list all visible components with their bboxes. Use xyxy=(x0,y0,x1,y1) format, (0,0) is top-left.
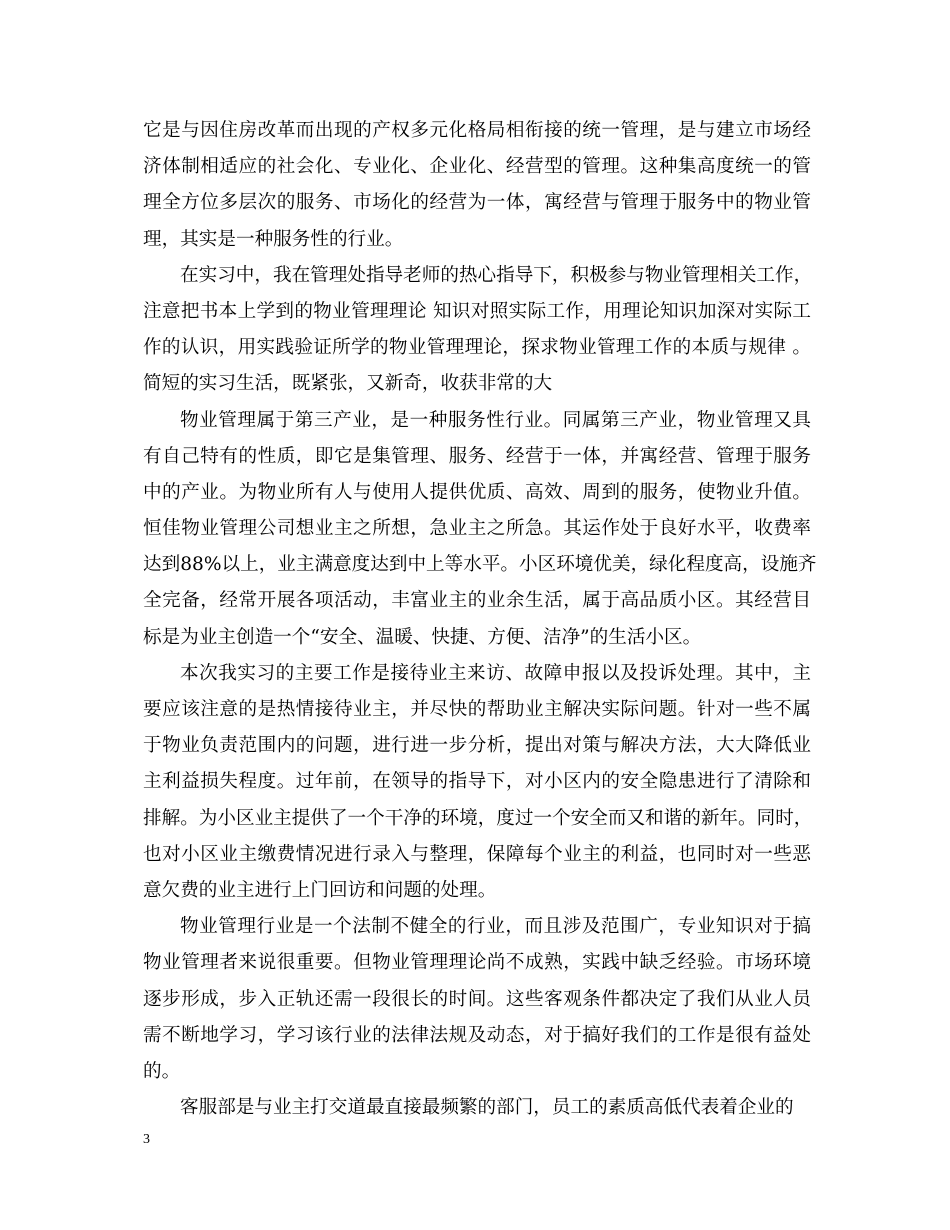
text-line: 恒佳物业管理公司想业主之所想，急业主之所急。其运作处于良好水平，收费率 xyxy=(143,518,811,540)
text-line: 注意把书本上学到的物业管理理论 知识对照实际工作，用理论知识加深对实际工 xyxy=(143,300,811,322)
document-body xyxy=(143,113,817,1126)
text-line: 它是与因住房改革而出现的产权多元化格局相衔接的统一管理，是与建立市场经 xyxy=(143,120,811,141)
text-line: 要应该注意的是热情接待业主，并尽快的帮助业主解决实际问题。针对一些不属 xyxy=(143,699,811,720)
text-line: 客服部是与业主打交道最直接最频繁的部门，员工的素质高低代表着企业的 xyxy=(180,1097,794,1119)
text-line: 作的认识，用实践验证所学的物业管理理论，探求物业管理工作的本质与规律 。 xyxy=(143,337,811,359)
text-line: 简短的实习生活，既紧张，又新奇，收获非常的大 xyxy=(143,373,553,395)
text-line: 达到88%以上，业主满意度达到中上等水平。小区环境优美，绿化程度高，设施齐 xyxy=(143,554,817,576)
text-line: 也对小区业主缴费情况进行录入与整理，保障每个业主的利益，也同时对一些恶 xyxy=(143,843,811,865)
text-line: 有自己特有的性质，即它是集管理、服务、经营于一体，并寓经营、管理于服务 xyxy=(143,445,811,467)
text-line: 理，其实是一种服务性的行业。 xyxy=(143,228,404,250)
text-line: 理全方位多层次的服务、市场化的经营为一体，寓经营与管理于服务中的物业管 xyxy=(143,192,811,214)
paragraph xyxy=(143,113,811,258)
text-line: 全完备，经常开展各项活动，丰富业主的业余生活，属于高品质小区。其经营目 xyxy=(143,590,811,612)
text-line: 中的产业。为物业所有人与使用人提供优质、高效、周到的服务，使物业升值。 xyxy=(143,481,811,503)
text-line: 本次我实习的主要工作是接待业主来访、故障申报以及投诉处理。其中，主 xyxy=(180,662,811,684)
text-line: 物业管理属于第三产业，是一种服务性行业。同属第三产业，物业管理又具 xyxy=(180,409,811,431)
text-line: 意欠费的业主进行上门回访和问题的处理。 xyxy=(143,879,497,901)
page-number: 3 xyxy=(143,1132,150,1147)
paragraph xyxy=(143,909,811,1090)
text-line: 需不断地学习，学习该行业的法律法规及动态，对于搞好我们的工作是很有益处 xyxy=(143,1024,811,1046)
paragraph xyxy=(143,258,811,403)
text-line: 标是为业主创造一个“安全、温暖、快捷、方便、洁净”的生活小区。 xyxy=(143,626,702,648)
paragraph xyxy=(143,1090,811,1126)
text-line: 物业管理者来说很重要。但物业管理理论尚不成熟，实践中缺乏经验。市场环境 xyxy=(143,952,811,974)
paragraph xyxy=(143,403,817,656)
paragraph xyxy=(143,656,811,909)
text-line: 济体制相适应的社会化、专业化、企业化、经营型的管理。这种集高度统一的管 xyxy=(143,156,811,178)
text-line: 于物业负责范围内的问题，进行进一步分析，提出对策与解决方法，大大降低业 xyxy=(143,735,811,757)
text-line: 在实习中，我在管理处指导老师的热心指导下，积极参与物业管理相关工作， xyxy=(180,264,813,286)
text-line: 逐步形成，步入正轨还需一段很长的时间。这些客观条件都决定了我们从业人员 xyxy=(143,988,811,1010)
text-line: 的。 xyxy=(143,1060,181,1082)
text-line: 物业管理行业是一个法制不健全的行业，而且涉及范围广，专业知识对于搞 xyxy=(180,916,811,938)
text-line: 排解。为小区业主提供了一个干净的环境，度过一个安全而又和谐的新年。同时， xyxy=(143,807,813,829)
text-line: 主利益损失程度。过年前，在领导的指导下，对小区内的安全隐患进行了清除和 xyxy=(143,771,811,793)
